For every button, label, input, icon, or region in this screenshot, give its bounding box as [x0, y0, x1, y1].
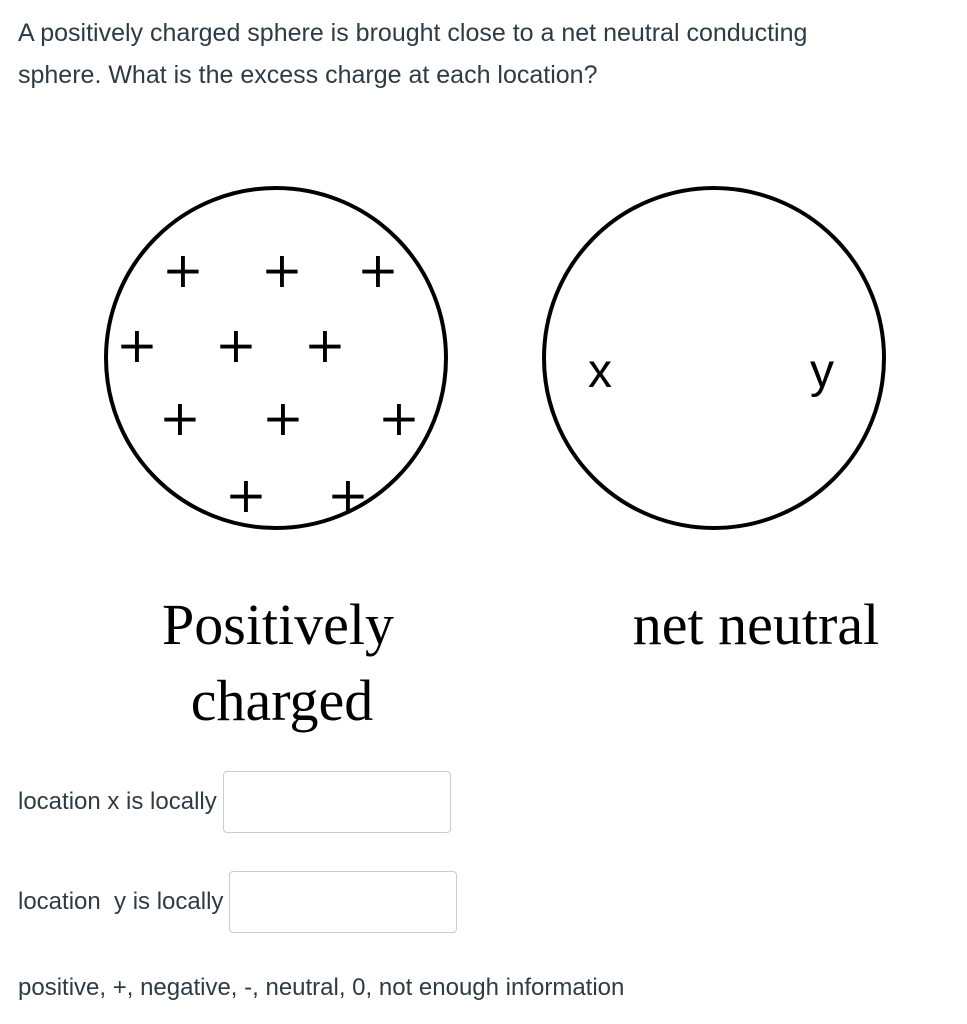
plus-charge-10: +	[225, 466, 267, 524]
plus-charge-2: +	[261, 241, 303, 299]
question-line-2: sphere. What is the excess charge at each location?	[18, 61, 598, 89]
plus-charge-8: +	[262, 389, 304, 447]
plus-charge-1: +	[162, 241, 204, 299]
answer-row-y	[18, 871, 457, 933]
location-y-label: y	[810, 345, 834, 398]
question-text	[18, 12, 918, 96]
charged-caption-line-1: Positively	[161, 592, 395, 657]
question-line-1: A positively charged sphere is brought close to a net neutral conducting	[18, 19, 808, 47]
plus-charge-9: +	[378, 389, 420, 447]
diagram-svg	[0, 150, 967, 750]
answer-row-x	[18, 771, 451, 833]
location-x-label: x	[588, 345, 612, 398]
plus-charge-7: +	[159, 389, 201, 447]
plus-charge-6: +	[304, 316, 346, 374]
location-x-input[interactable]	[223, 771, 451, 833]
neutral-caption: net neutral	[632, 592, 880, 657]
plus-charge-3: +	[357, 241, 399, 299]
location-x-prompt: location x is locally	[18, 788, 217, 815]
plus-charge-5: +	[215, 316, 257, 374]
charged-caption-line-2: charged	[190, 668, 374, 733]
spheres-diagram	[0, 150, 967, 750]
plus-charge-11: +	[327, 466, 369, 524]
answer-options-text: positive, +, negative, -, neutral, 0, not enough information	[18, 974, 625, 1001]
location-y-input[interactable]	[229, 871, 457, 933]
location-y-prompt: location y is locally	[18, 888, 224, 915]
plus-charge-4: +	[116, 316, 158, 374]
